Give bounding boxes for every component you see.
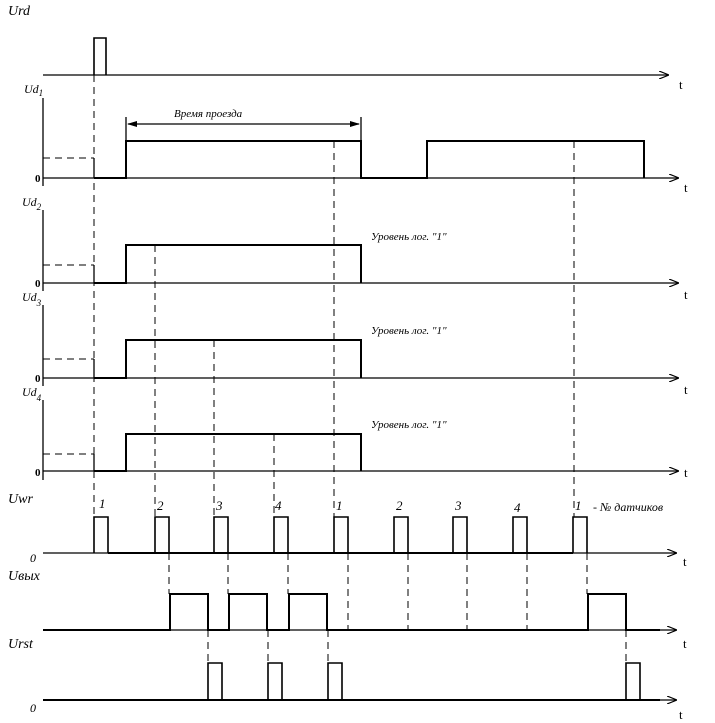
- ud4-label-sub: 4: [36, 393, 42, 403]
- ud4-level-label: Уровень лог. "1": [371, 419, 447, 431]
- sensor-number: 1: [99, 496, 106, 511]
- uout-t-label: t: [683, 636, 687, 651]
- ud1-label: [24, 82, 43, 98]
- urst-label: Urst: [8, 637, 33, 652]
- sensor-number: 4: [275, 498, 282, 513]
- ud1-label-sub: 1: [38, 88, 44, 98]
- ud2-label: [22, 195, 42, 212]
- ud3-waveform: [94, 340, 361, 378]
- sensor-number: 1: [336, 498, 343, 513]
- ud1-waveform: [94, 141, 644, 178]
- urst-t-label: t: [679, 707, 683, 722]
- urst-pulse: [268, 663, 282, 700]
- ud3-label: [22, 290, 42, 308]
- sensor-number: 3: [455, 498, 462, 513]
- urd-t-label: t: [679, 77, 683, 92]
- uwr-pulse: [513, 517, 527, 553]
- sensor-number: 2: [157, 498, 164, 513]
- ud3-t-label: t: [684, 382, 688, 397]
- ud2-level-label: Уровень лог. "1": [371, 231, 447, 243]
- uwr-pulse: [334, 517, 348, 553]
- uwr-pulse: [155, 517, 169, 553]
- ud3-zero-label: 0: [35, 373, 41, 385]
- ud1-t-label: t: [684, 180, 688, 195]
- urst-pulse: [208, 663, 222, 700]
- ud2-t-label: t: [684, 287, 688, 302]
- ud3-label-sub: 3: [36, 298, 42, 308]
- uwr-pulse: [94, 517, 108, 553]
- sensor-number: 3: [216, 498, 223, 513]
- urd-label: Urd: [8, 4, 31, 19]
- ud2-label-sub: 2: [36, 202, 42, 212]
- urst-pulse: [328, 663, 342, 700]
- uwr-zero-label: 0: [30, 551, 36, 565]
- sensor-legend: - № датчиков: [593, 500, 664, 514]
- ud2-zero-label: 0: [35, 278, 41, 290]
- ud4-label-main: Ud: [22, 385, 37, 399]
- ud1-zero-label: 0: [35, 173, 41, 185]
- uwr-pulse: [453, 517, 467, 553]
- sensor-number: 1: [575, 498, 582, 513]
- uout-label: Uвых: [8, 569, 40, 584]
- ud4-t-label: t: [684, 465, 688, 480]
- ud4-waveform: [94, 434, 361, 471]
- uwr-t-label: t: [683, 554, 687, 569]
- ud3-label-main: Ud: [22, 290, 37, 304]
- uwr-pulse: [214, 517, 228, 553]
- urd-pulse: [94, 38, 106, 75]
- ud2-waveform: [94, 245, 361, 283]
- uwr-pulse: [573, 517, 587, 553]
- uout-waveform: [43, 594, 660, 630]
- ud4-label: [22, 385, 42, 403]
- urst-pulse: [626, 663, 640, 700]
- ud3-level-label: Уровень лог. "1": [371, 325, 447, 337]
- uwr-pulse: [394, 517, 408, 553]
- travel-time-label: Время проезда: [174, 108, 243, 120]
- sensor-number: 4: [514, 500, 521, 515]
- urst-zero-label: 0: [30, 701, 36, 715]
- uwr-label: Uwr: [8, 492, 33, 507]
- ud2-label-main: Ud: [22, 195, 37, 209]
- uwr-pulse: [274, 517, 288, 553]
- ud1-label-main: Ud: [24, 82, 39, 96]
- ud4-zero-label: 0: [35, 467, 41, 479]
- sensor-number: 2: [396, 498, 403, 513]
